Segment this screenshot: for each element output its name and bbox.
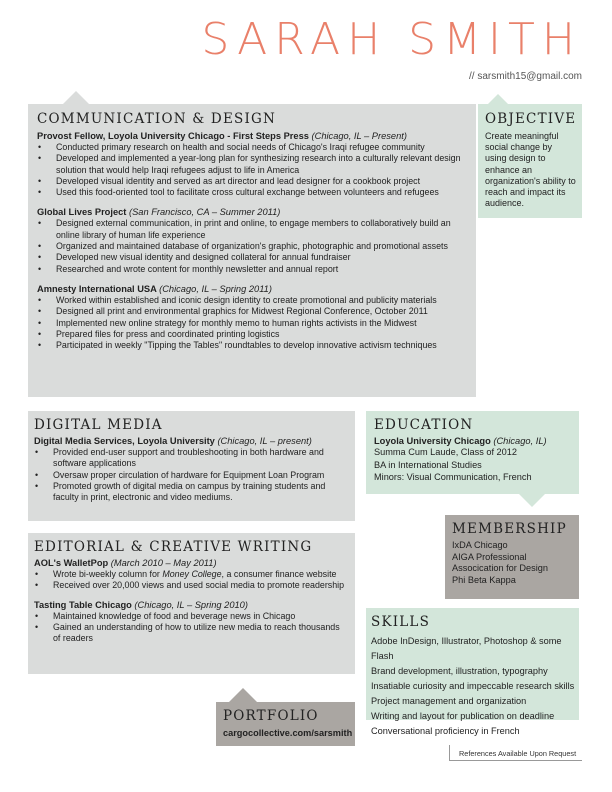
bullet-item: • Gained an understanding of how to utilize new media to reach thousands of readers bbox=[34, 622, 347, 645]
education-heading: EDUCATION bbox=[374, 417, 474, 433]
bullet-item: • Developed visual identity and served as art director and lead designer for a cookbook project bbox=[37, 176, 468, 187]
education-line: BA in International Studies bbox=[374, 459, 482, 470]
objective-text: Create meaningful social change by using design to enhance an organization's ability to reach and impact its audience. bbox=[485, 131, 576, 209]
education-section bbox=[366, 411, 579, 494]
job-bullets bbox=[37, 295, 468, 351]
skills-section bbox=[366, 608, 579, 736]
job-title: Amnesty International USA (Chicago, IL – Spring 2011) bbox=[37, 283, 272, 294]
bullet-item: • Organized and maintained database of organization's graphic, photographic and promotional assets bbox=[37, 241, 468, 252]
bullet-item: • Developed and implemented a year-long plan for synthesizing research into a culturally relevant design solution that would help Iraqi refugees adjust to life in America bbox=[37, 153, 468, 176]
portfolio-pointer bbox=[229, 688, 257, 702]
education-org: Loyola University Chicago (Chicago, IL) bbox=[374, 436, 547, 446]
editorial-heading: EDITORIAL & CREATIVE WRITING bbox=[34, 539, 313, 555]
bullet-item: • Researched and wrote content for monthly newsletter and annual report bbox=[37, 264, 468, 275]
education-details bbox=[374, 446, 573, 484]
skill-line: Brand development, illustration, typography bbox=[371, 666, 548, 676]
skill-line: Conversational proficiency in French bbox=[371, 726, 520, 736]
job-bullets bbox=[34, 611, 347, 645]
bullet-item: • Worked within established and iconic design identity to create promotional and publicity materials bbox=[37, 295, 468, 306]
bullet-item: • Conducted primary research on health and social needs of Chicago's Iraqi refugee community bbox=[37, 142, 468, 153]
digital-media-org: Digital Media Services, Loyola University (Chicago, IL – present) bbox=[34, 436, 312, 446]
membership-line: IxDA Chicago bbox=[452, 540, 508, 550]
education-pointer bbox=[519, 494, 545, 507]
skill-line: Writing and layout for publication on deadline bbox=[371, 711, 555, 721]
objective-section bbox=[478, 104, 582, 218]
digital-media-bullets bbox=[34, 447, 347, 503]
job-bullets bbox=[37, 218, 468, 274]
communication-pointer bbox=[62, 91, 90, 105]
communication-heading: COMMUNICATION & DESIGN bbox=[37, 111, 276, 127]
portfolio-link[interactable]: cargocollective.com/sarsmith bbox=[223, 728, 353, 738]
digital-media-heading: DIGITAL MEDIA bbox=[34, 417, 163, 433]
membership-heading: MEMBERSHIP bbox=[452, 521, 567, 537]
bullet-item: • Provided end-user support and troubleshooting in both hardware and software applications bbox=[34, 447, 347, 470]
membership-line: Phi Beta Kappa bbox=[452, 574, 516, 585]
skill-line: Insatiable curiosity and impeccable research skills bbox=[371, 681, 575, 691]
education-line: Summa Cum Laude, Class of 2012 bbox=[374, 447, 517, 457]
bullet-item: • Received over 20,000 views and used social media to promote readership bbox=[34, 580, 347, 591]
job-title: AOL's WalletPop (March 2010 – May 2011) bbox=[34, 558, 217, 568]
bullet-item: • Developed new visual identity and designed collateral for annual fundraiser bbox=[37, 252, 468, 263]
membership-details bbox=[452, 540, 575, 586]
references-note: References Available Upon Request bbox=[449, 745, 582, 761]
bullet-item: • Wrote bi-weekly column for Money College, a consumer finance website bbox=[34, 569, 347, 580]
job-title: Global Lives Project (San Francisco, CA – Summer 2011) bbox=[37, 207, 281, 218]
skill-line: Adobe InDesign, Illustrator, Photoshop & some Flash bbox=[371, 636, 562, 661]
communication-section bbox=[28, 104, 476, 397]
job-bullets bbox=[34, 569, 347, 592]
bullet-item: • Participated in weekly "Tipping the Tables" roundtables to develop innovative activism techniques bbox=[37, 340, 468, 351]
email-address: // sarsmith15@gmail.com bbox=[469, 71, 582, 82]
bullet-item: • Oversaw proper circulation of hardware for Equipment Loan Program bbox=[34, 470, 347, 481]
bullet-item: • Designed external communication, in print and online, to engage members to collaboratively build an online library of human life experience bbox=[37, 218, 468, 241]
portfolio-heading: PORTFOLIO bbox=[223, 708, 319, 724]
job-title: Provost Fellow, Loyola University Chicago - First Steps Press (Chicago, IL – Present) bbox=[37, 131, 407, 141]
education-line: Minors: Visual Communication, French bbox=[374, 472, 532, 482]
communication-jobs bbox=[37, 131, 468, 351]
bullet-item: • Maintained knowledge of food and beverage news in Chicago bbox=[34, 611, 347, 622]
skills-heading: SKILLS bbox=[371, 614, 431, 630]
job-title: Tasting Table Chicago (Chicago, IL – Spring 2010) bbox=[34, 599, 248, 610]
resume-name: SARAH SMITH bbox=[201, 14, 582, 65]
portfolio-section bbox=[216, 702, 355, 746]
editorial-jobs bbox=[34, 558, 347, 644]
membership-line: AIGA Professional Assocication for Design bbox=[452, 551, 549, 573]
bullet-item: • Implemented new online strategy for monthly memo to human rights activists in the Midwest bbox=[37, 318, 468, 329]
skills-list bbox=[371, 634, 575, 739]
skill-line: Project management and organization bbox=[371, 696, 527, 706]
job-bullets bbox=[37, 142, 468, 198]
digital-media-section bbox=[28, 411, 355, 521]
editorial-section bbox=[28, 533, 355, 674]
membership-section bbox=[445, 515, 579, 599]
bullet-item: • Prepared files for press and coordinated printing logistics bbox=[37, 329, 468, 340]
objective-heading: OBJECTIVE bbox=[485, 111, 577, 127]
bullet-item: • Promoted growth of digital media on campus by training students and faculty in print, electronic and video mediums. bbox=[34, 481, 347, 504]
bullet-item: • Used this food-oriented tool to facilitate cross cultural exchange between volunteers and refugees bbox=[37, 187, 468, 198]
bullet-item: • Designed all print and environmental graphics for Midwest Regional Conference, October 2011 bbox=[37, 306, 468, 317]
